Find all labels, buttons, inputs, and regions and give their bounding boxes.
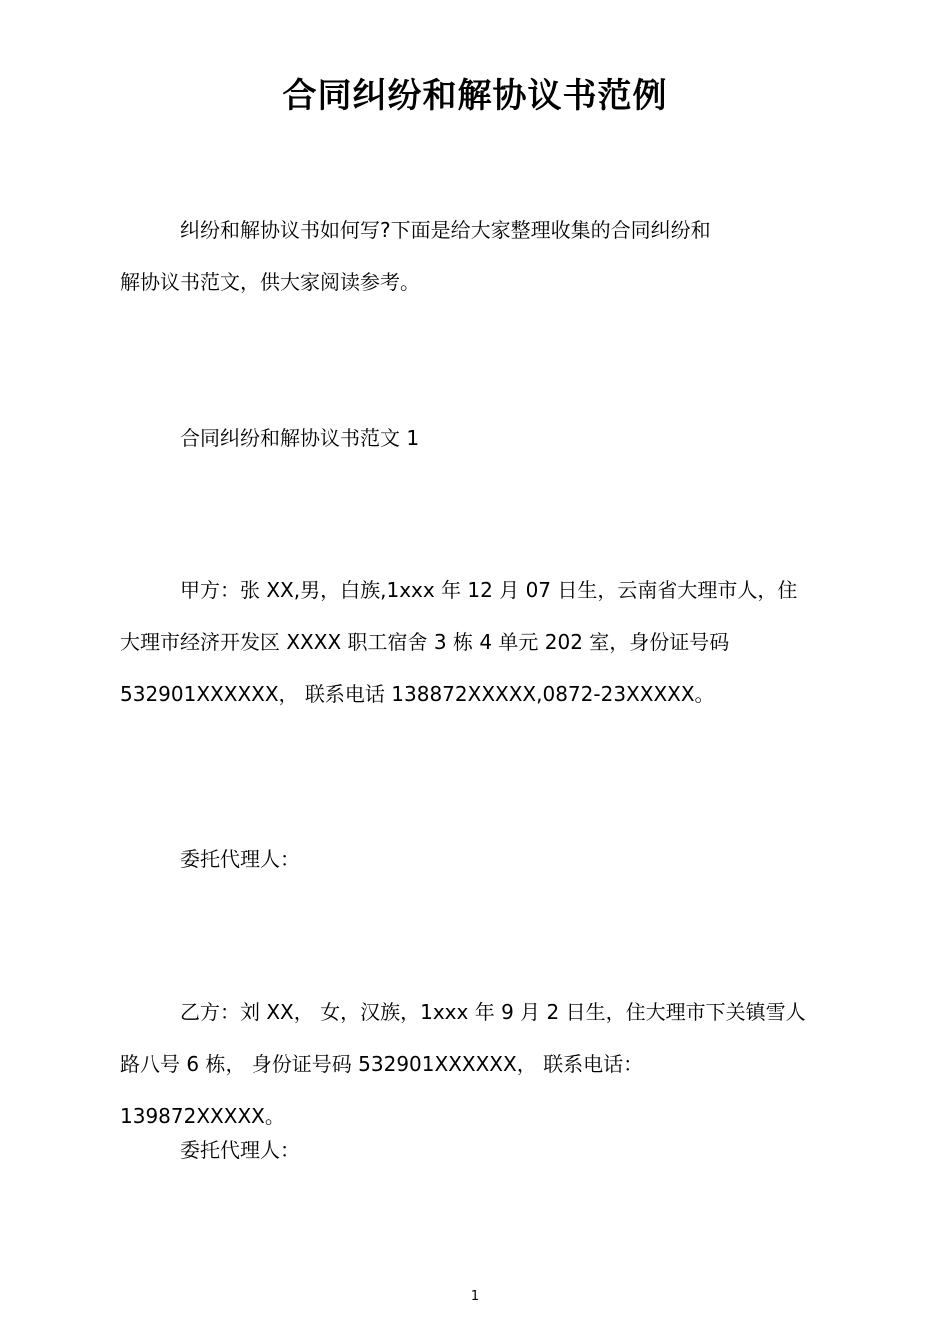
intro-line-2: 解协议书范文，供大家阅读参考。 <box>120 270 420 294</box>
agent-a-label: 委托代理人： <box>180 847 300 871</box>
party-b-line-2: 路八号 6 栋， 身份证号码 532901XXXXXX， 联系电话： <box>120 1052 644 1076</box>
party-a-line-2: 大理市经济开发区 XXXX 职工宿舍 3 栋 4 单元 202 室，身份证号码 <box>120 630 730 654</box>
party-a-line-3: 532901XXXXXX， 联系电话 138872XXXXX,0872-23XXXXX。 <box>120 682 715 706</box>
document-title: 合同纠纷和解协议书范例 <box>282 76 668 116</box>
party-b-line-3: 139872XXXXX。 <box>120 1104 285 1128</box>
section-heading: 合同纠纷和解协议书范文 1 <box>180 426 420 450</box>
agent-b-label: 委托代理人： <box>180 1138 300 1162</box>
intro-line-1: 纠纷和解协议书如何写?下面是给大家整理收集的合同纠纷和 <box>180 218 711 242</box>
party-b-line-1: 乙方：刘 XX， 女，汉族，1xxx 年 9 月 2 日生，住大理市下关镇雪人 <box>180 1000 806 1024</box>
party-a-line-1: 甲方：张 XX,男，白族,1xxx 年 12 月 07 日生，云南省大理市人，住 <box>180 578 798 602</box>
page-number: 1 <box>470 1289 480 1304</box>
